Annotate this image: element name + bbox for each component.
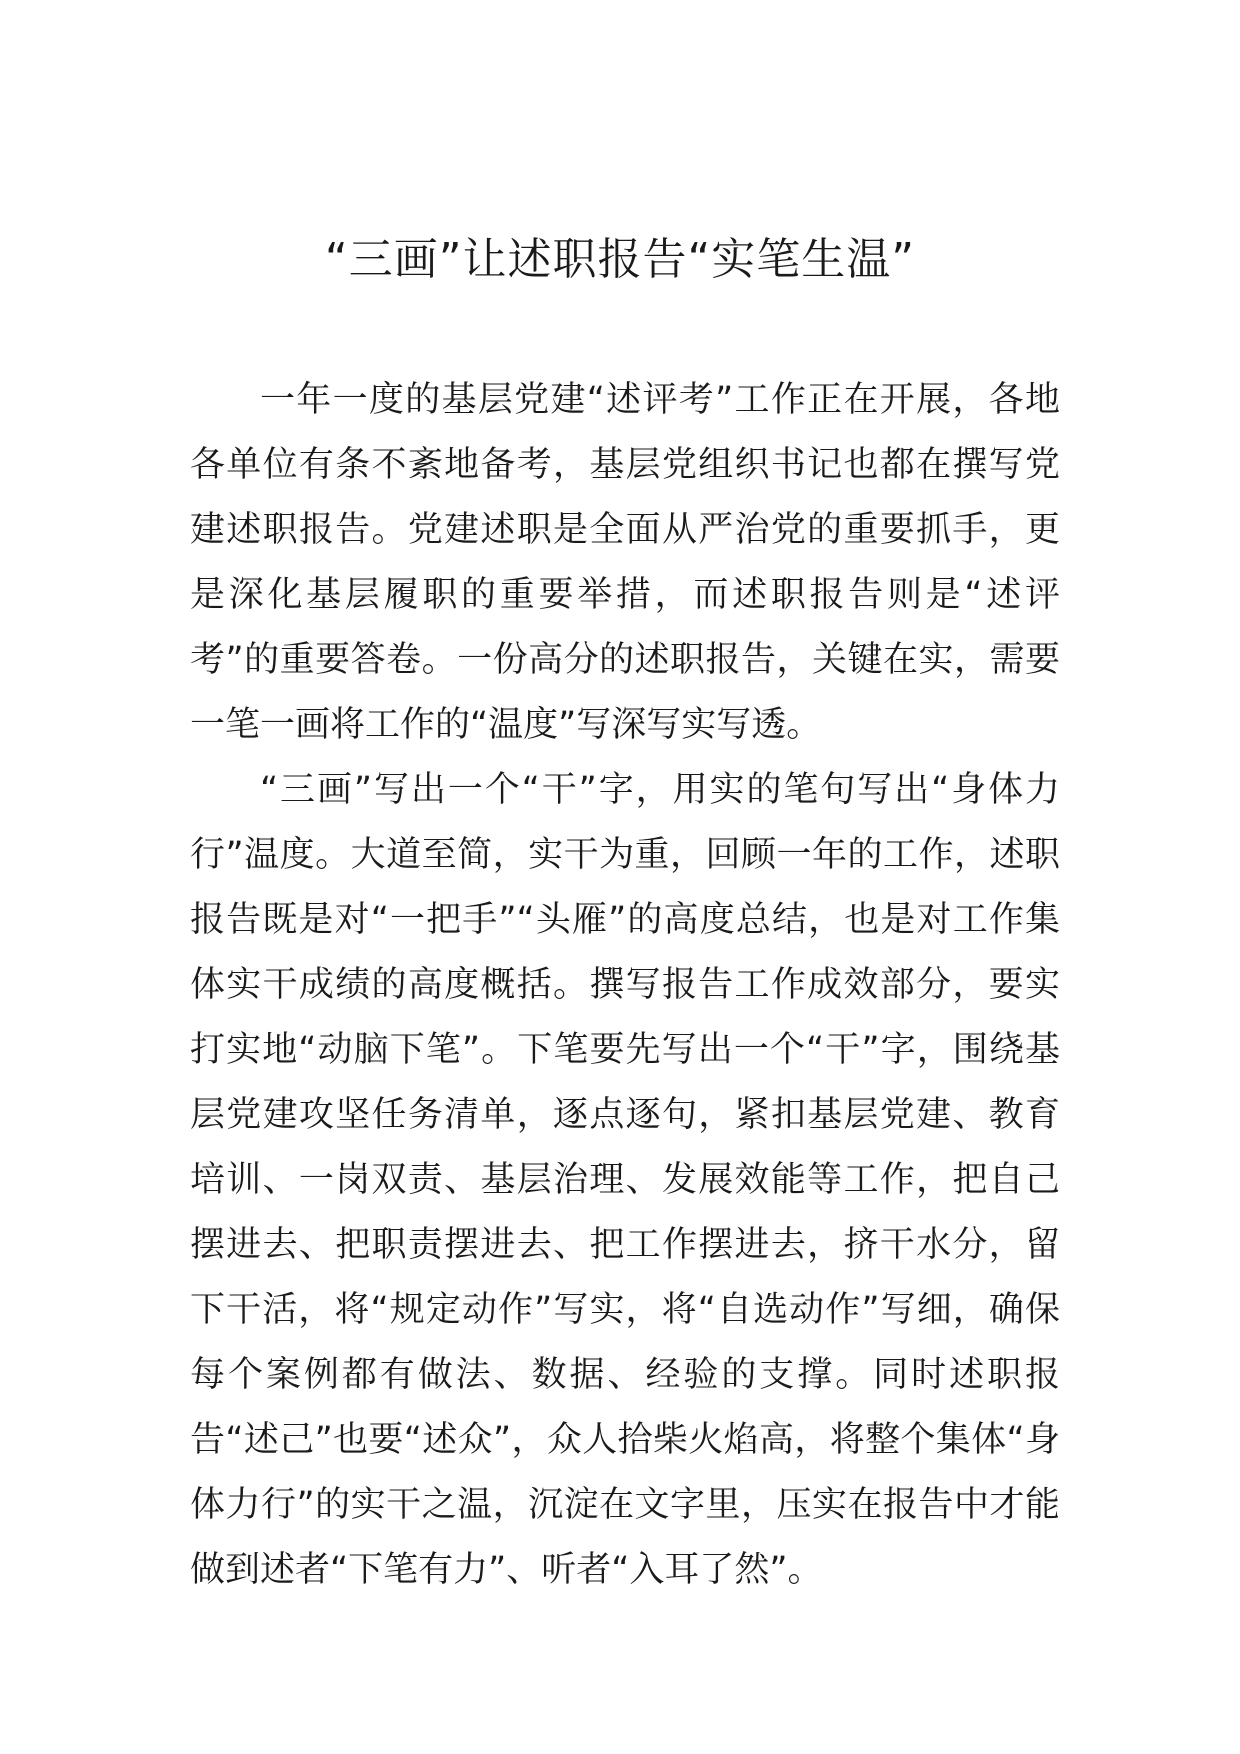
document-title: “三画”让述职报告“实笔生温” [324, 234, 916, 285]
paragraph-2: “三画”写出一个“干”字，用实的笔句写出“身体力行”温度。大道至简，实干为重，回顾一年的工作，述职报告既是对“一把手”“头雁”的高度总结，也是对工作集体实干成绩的高度概括。撰写报告工作成效部分，要实打实地“动脑下笔”。下笔要先写出一个“干”字，围绕基层党建攻坚任务清单，逐点逐句，紧扣基层党建、教育培训、一岗双责、基层治理、发展效能等工作，把自己摆进去、把职责摆进去、把工作摆进去，挤干水分，留下干活，将“规定动作”写实，将“自选动作”写细，确保每个案例都有做法、数据、经验的支撑。同时述职报告“述己”也要“述众”，众人拾柴火焰高，将整个集体“身体力行”的实干之温，沉淀在文字里，压实在报告中才能做到述者“下笔有力”、听者“入耳了然”。 [190, 770, 1060, 1590]
paragraph-1: 一年一度的基层党建“述评考”工作正在开展，各地各单位有条不紊地备考，基层党组织书记也都在撰写党建述职报告。党建述职是全面从严治党的重要抓手，更是深化基层履职的重要举措，而述职报告则是“述评考”的重要答卷。一份高分的述职报告，关键在实，需要一笔一画将工作的“温度”写深写实写透。 [190, 380, 1060, 745]
document-body [190, 368, 1060, 1603]
